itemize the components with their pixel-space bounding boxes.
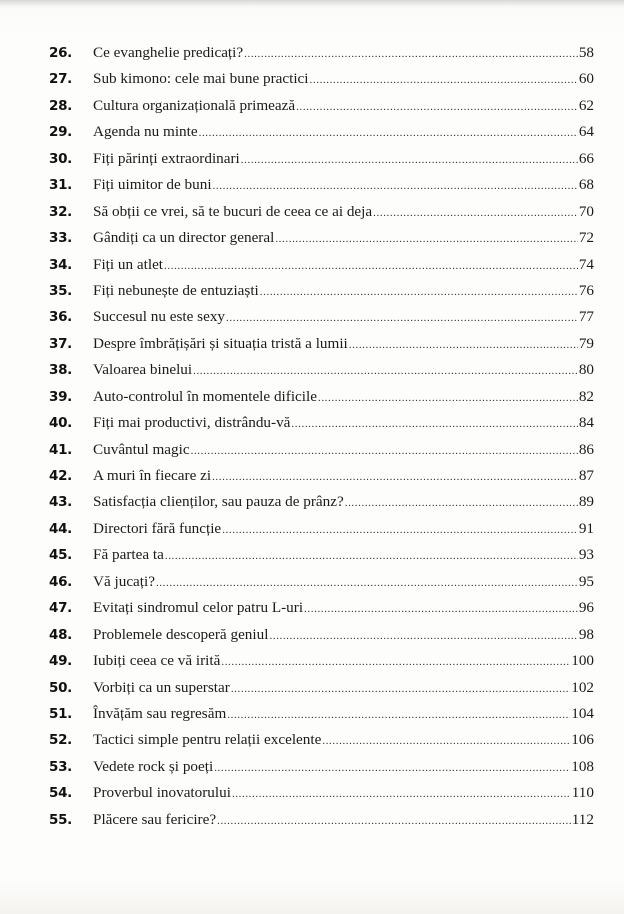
chapter-line	[93, 677, 594, 700]
chapter-title: Vorbiți ca un superstar	[93, 678, 230, 696]
chapter-title: Fiți nebunește de entuziaști	[93, 281, 259, 299]
chapter-line	[93, 729, 594, 752]
chapter-number: 49.	[49, 653, 73, 670]
chapter-title: Vedete rock și poeți	[93, 757, 214, 775]
chapter-line	[93, 756, 594, 779]
chapter-number: 39.	[49, 388, 73, 405]
page-number: 110	[571, 784, 594, 802]
dot-leader	[221, 651, 570, 673]
chapter-number: 40.	[49, 415, 73, 432]
dot-leader	[191, 440, 578, 462]
toc-entry	[0, 624, 624, 650]
chapter-title: Ce evanghelie predicați?	[93, 44, 244, 61]
toc-entry	[0, 465, 624, 491]
toc-entry	[0, 518, 624, 544]
chapter-line	[93, 703, 594, 726]
chapter-line	[93, 782, 594, 805]
chapter-number: 47.	[49, 600, 73, 617]
page-number: 60	[578, 70, 594, 88]
chapter-title: Valoarea binelui	[93, 361, 193, 379]
page-number: 77	[578, 308, 594, 326]
toc-entry	[0, 95, 624, 121]
page-number: 79	[578, 334, 594, 352]
dot-leader	[269, 625, 577, 647]
chapter-line	[93, 624, 594, 647]
chapter-line	[93, 597, 594, 620]
toc-entry	[0, 121, 624, 147]
chapter-line	[93, 333, 594, 356]
chapter-number: 42.	[49, 468, 73, 484]
dot-leader	[232, 783, 571, 805]
chapter-title: Agenda nu minte	[93, 123, 198, 141]
toc-entry	[0, 809, 624, 835]
page-number: 58	[578, 44, 594, 61]
chapter-title: A muri în fiecare zi	[93, 467, 212, 484]
toc-entry	[0, 729, 624, 755]
chapter-title: Iubiți ceea ce vă irită	[93, 652, 221, 670]
toc-entry	[0, 306, 624, 332]
toc-entry	[0, 280, 624, 306]
chapter-number: 34.	[49, 256, 73, 273]
page-number: 98	[578, 625, 594, 643]
chapter-title: Fiți un atlet	[93, 255, 164, 273]
dot-leader	[226, 307, 578, 329]
page-top-edge	[0, 0, 624, 6]
chapter-title: Cultura organizațională primează	[93, 96, 296, 114]
toc-entry	[0, 148, 624, 174]
chapter-number: 30.	[49, 150, 73, 167]
toc-entry	[0, 650, 624, 676]
chapter-title: Fă partea ta	[93, 546, 164, 564]
page-number: 64	[578, 123, 594, 141]
chapter-line	[93, 518, 594, 541]
toc-entry	[0, 597, 624, 623]
dot-leader	[291, 413, 577, 435]
chapter-number: 50.	[49, 679, 73, 696]
chapter-number: 48.	[49, 626, 73, 643]
page-number: 66	[578, 149, 594, 167]
chapter-title: Fiți mai productivi, distrându-vă	[93, 414, 291, 432]
chapter-line	[93, 68, 594, 91]
dot-leader	[244, 43, 578, 65]
dot-leader	[227, 704, 570, 726]
chapter-line	[93, 465, 594, 488]
chapter-number: 29.	[49, 124, 73, 141]
dot-leader	[296, 96, 578, 118]
chapter-line	[93, 809, 594, 832]
chapter-number: 31.	[49, 177, 73, 194]
table-of-contents	[0, 42, 624, 835]
page-number: 106	[571, 731, 594, 749]
toc-entry	[0, 254, 624, 280]
chapter-line	[93, 280, 594, 303]
dot-leader	[260, 281, 578, 303]
dot-leader	[318, 387, 578, 409]
page-number: 108	[571, 757, 594, 775]
toc-entry	[0, 333, 624, 359]
dot-leader	[304, 598, 578, 620]
dot-leader	[241, 149, 578, 171]
chapter-title: Problemele descoperă geniul	[93, 625, 269, 643]
dot-leader	[165, 545, 578, 567]
dot-leader	[164, 255, 578, 277]
page-number: 70	[578, 202, 594, 220]
chapter-title: Învățăm sau regresăm	[93, 704, 227, 722]
toc-entry	[0, 439, 624, 465]
chapter-title: Tactici simple pentru relații excelente	[93, 731, 322, 749]
chapter-number: 35.	[49, 282, 73, 299]
toc-entry	[0, 491, 624, 517]
chapter-line	[93, 254, 594, 277]
dot-leader	[322, 730, 570, 752]
page-number: 72	[578, 229, 594, 247]
chapter-title: Directori fără funcție	[93, 519, 222, 537]
chapter-number: 45.	[49, 547, 73, 564]
toc-entry	[0, 756, 624, 782]
dot-leader	[345, 492, 578, 514]
page-number: 84	[578, 414, 594, 432]
page-number: 62	[578, 96, 594, 114]
page-number: 68	[578, 176, 594, 194]
page-number: 102	[571, 678, 594, 696]
dot-leader	[222, 519, 578, 541]
chapter-number: 53.	[49, 758, 73, 775]
chapter-line	[93, 359, 594, 382]
dot-leader	[349, 334, 578, 356]
chapter-title: Evitați sindromul celor patru L-uri	[93, 599, 304, 617]
chapter-title: Satisfacția clienților, sau pauza de prânz?	[93, 493, 344, 511]
chapter-number: 28.	[49, 97, 73, 114]
page-number: 95	[578, 572, 594, 590]
dot-leader	[217, 810, 571, 832]
chapter-title: Plăcere sau fericire?	[93, 810, 217, 828]
chapter-line	[93, 201, 594, 224]
toc-entry	[0, 386, 624, 412]
chapter-line	[93, 121, 594, 144]
chapter-title: Proverbul inovatorului	[93, 784, 231, 802]
chapter-line	[93, 412, 594, 435]
chapter-number: 32.	[49, 203, 73, 220]
page-number: 74	[578, 255, 594, 273]
dot-leader	[310, 69, 578, 91]
chapter-number: 43.	[49, 494, 73, 511]
dot-leader	[275, 228, 577, 250]
toc-entry	[0, 571, 624, 597]
toc-entry	[0, 68, 624, 94]
page-number: 112	[571, 810, 594, 828]
page-number: 76	[578, 281, 594, 299]
chapter-number: 54.	[49, 785, 73, 802]
toc-entry	[0, 201, 624, 227]
chapter-title: Gândiți ca un director general	[93, 229, 275, 247]
chapter-title: Despre îmbrățișări și situația tristă a lumii	[93, 334, 348, 352]
page-number: 93	[578, 546, 594, 564]
chapter-number: 37.	[49, 335, 73, 352]
chapter-number: 52.	[49, 732, 73, 749]
chapter-title: Fiți uimitor de buni	[93, 176, 212, 194]
page-number: 91	[578, 519, 594, 537]
chapter-line	[93, 386, 594, 409]
dot-leader	[156, 572, 578, 594]
chapter-line	[93, 491, 594, 514]
chapter-line	[93, 148, 594, 171]
dot-leader	[214, 757, 570, 779]
page-number: 89	[578, 493, 594, 511]
chapter-title: Cuvântul magic	[93, 440, 190, 458]
chapter-line	[93, 544, 594, 567]
page-number: 87	[578, 467, 594, 484]
chapter-number: 44.	[49, 520, 73, 537]
toc-entry	[0, 677, 624, 703]
page-number: 96	[578, 599, 594, 617]
chapter-number: 55.	[49, 811, 73, 828]
toc-entry	[0, 42, 624, 68]
chapter-title: Sub kimono: cele mai bune practici	[93, 70, 309, 88]
chapter-line	[93, 42, 594, 65]
chapter-number: 36.	[49, 309, 73, 326]
toc-entry	[0, 227, 624, 253]
dot-leader	[231, 678, 570, 700]
chapter-line	[93, 174, 594, 197]
chapter-number: 33.	[49, 230, 73, 247]
page-number: 104	[571, 704, 594, 722]
toc-entry	[0, 359, 624, 385]
chapter-number: 26.	[49, 45, 73, 61]
dot-leader	[213, 175, 578, 197]
chapter-title: Succesul nu este sexy	[93, 308, 226, 326]
page-number: 100	[571, 652, 594, 670]
toc-entry	[0, 703, 624, 729]
chapter-line	[93, 571, 594, 594]
dot-leader	[373, 202, 578, 224]
chapter-number: 51.	[49, 705, 73, 722]
chapter-line	[93, 227, 594, 250]
toc-entry	[0, 544, 624, 570]
chapter-line	[93, 439, 594, 462]
chapter-title: Să obții ce vrei, să te bucuri de ceea ce ai deja	[93, 202, 373, 220]
dot-leader	[193, 360, 578, 382]
page-number: 80	[578, 361, 594, 379]
dot-leader	[199, 122, 578, 144]
chapter-number: 27.	[49, 71, 73, 88]
toc-entry	[0, 174, 624, 200]
chapter-title: Vă jucați?	[93, 572, 155, 590]
chapter-line	[93, 306, 594, 329]
chapter-line	[93, 650, 594, 673]
chapter-number: 38.	[49, 362, 73, 379]
chapter-number: 46.	[49, 573, 73, 590]
chapter-title: Auto-controlul în momentele dificile	[93, 387, 317, 405]
toc-entry	[0, 412, 624, 438]
page-number: 86	[578, 440, 594, 458]
dot-leader	[212, 466, 578, 488]
chapter-number: 41.	[49, 441, 73, 458]
chapter-line	[93, 95, 594, 118]
page-number: 82	[578, 387, 594, 405]
chapter-title: Fiți părinți extraordinari	[93, 149, 240, 167]
toc-entry	[0, 782, 624, 808]
